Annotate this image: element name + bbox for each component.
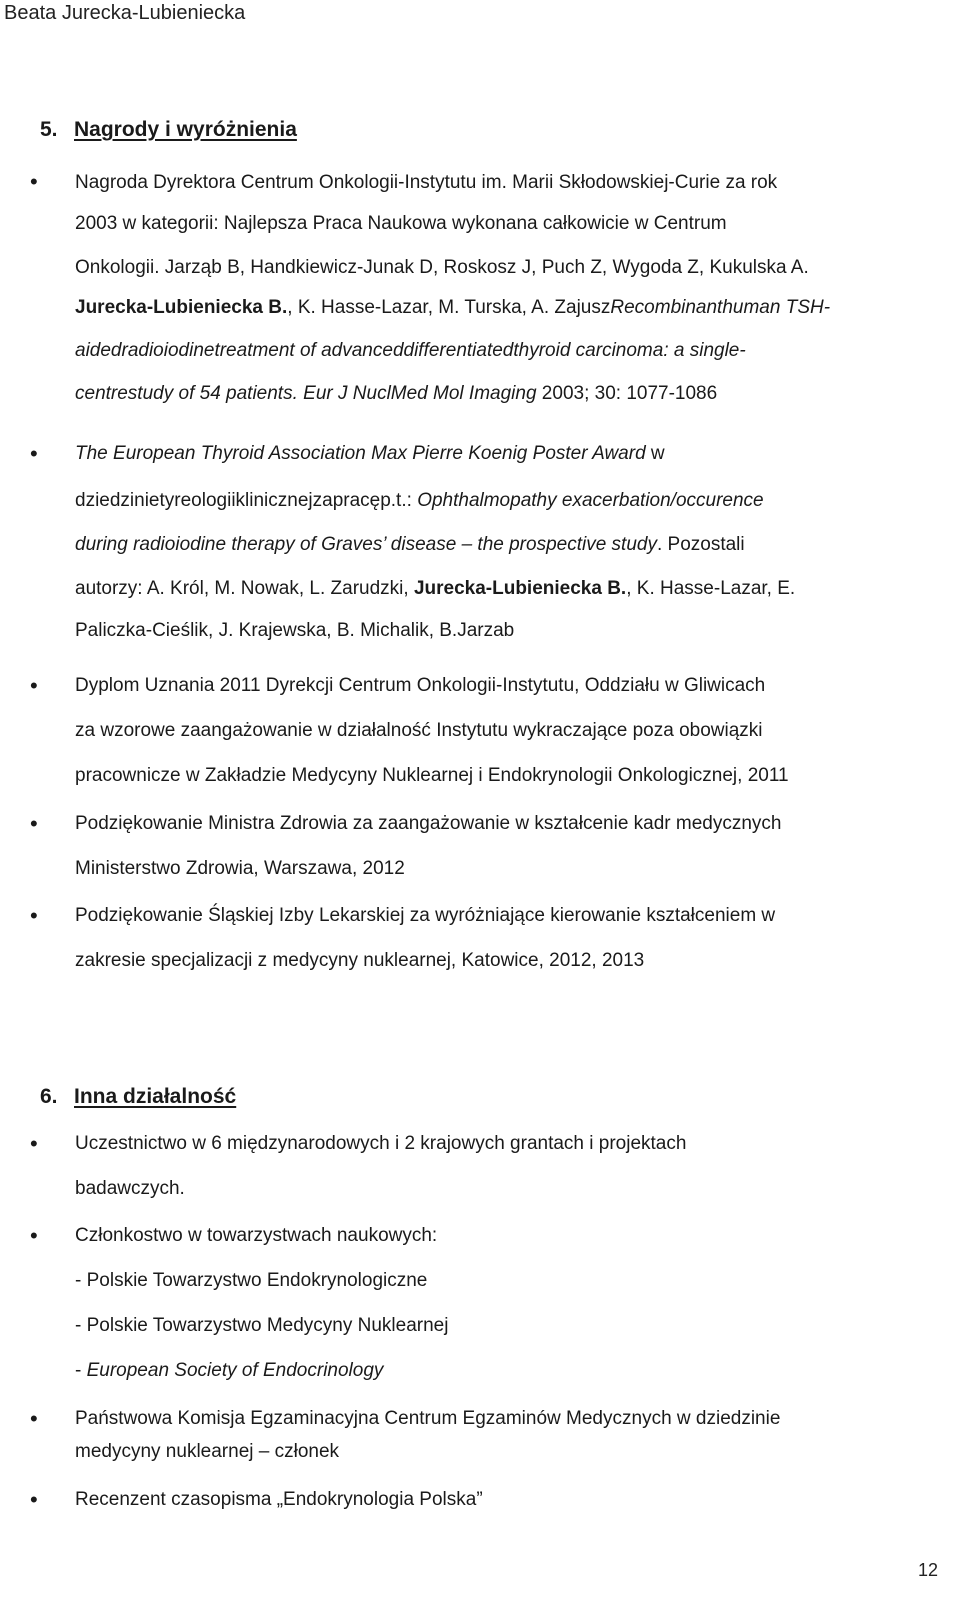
journal-name: Eur J NuclMed Mol Imaging — [297, 383, 537, 404]
text-line: - Polskie Towarzystwo Medycyny Nuklearnej — [75, 1315, 449, 1336]
text-fragment: dziedzinietyreologiiklinicznejzapracęp.t.: — [75, 490, 418, 511]
text-line: Podziękowanie Śląskiej Izby Lekarskiej za wyróżniające kierowanie kształceniem w — [75, 905, 776, 926]
section-title: Nagrody i wyróżnienia — [74, 118, 297, 141]
text-line — [75, 383, 717, 405]
text-fragment: , K. Hasse-Lazar, E. — [626, 578, 796, 599]
text-line: Podziękowanie Ministra Zdrowia za zaangażowanie w kształcenie kadr medycznych — [75, 813, 782, 834]
text-line: Onkologii. Jarząb B, Handkiewicz-Junak D, Roskosz J, Puch Z, Wygoda Z, Kukulska A. — [75, 257, 809, 278]
text-line: aidedradioiodinetreatment of advanceddifferentiatedthyroid carcinoma: a single- — [75, 340, 746, 361]
bullet-icon: • — [30, 811, 38, 836]
bullet-icon: • — [30, 1487, 38, 1512]
text-line: - Polskie Towarzystwo Endokrynologiczne — [75, 1270, 428, 1291]
paper-title: centrestudy of 54 patients. — [75, 383, 298, 404]
poster-title: during radioiodine therapy of Graves’ disease – the prospective study — [75, 534, 657, 555]
text-line: Nagroda Dyrektora Centrum Onkologii-Instytutu im. Marii Skłodowskiej-Curie za rok — [75, 172, 778, 193]
text-line: za wzorowe zaangażowanie w działalność Instytutu wykraczające poza obowiązki — [75, 720, 763, 741]
society-name: European Society of Endocrinology — [86, 1360, 384, 1381]
text-line: Państwowa Komisja Egzaminacyjna Centrum Egzaminów Medycznych w dziedzinie — [75, 1408, 781, 1429]
running-header: Beata Jurecka-Lubieniecka — [4, 2, 246, 24]
author-highlight: Jurecka-Lubieniecka B. — [413, 578, 627, 599]
section-number: 5. — [40, 118, 58, 141]
text-line: Ministerstwo Zdrowia, Warszawa, 2012 — [75, 858, 405, 879]
text-line — [75, 490, 764, 512]
award-name: The European Thyroid Association Max Pierre Koenig Poster Award — [75, 443, 646, 464]
page-number: 12 — [917, 1560, 938, 1580]
section-number: 6. — [40, 1085, 58, 1108]
text-line — [75, 534, 745, 556]
text-line: 2003 w kategorii: Najlepsza Praca Naukowa wykonana całkowicie w Centrum — [75, 213, 727, 234]
text-line — [75, 443, 665, 465]
bullet-icon: • — [30, 169, 38, 194]
bullet-icon: • — [30, 441, 38, 466]
authors-text: , K. Hasse-Lazar, M. Turska, A. Zajusz — [287, 297, 611, 318]
text-fragment: w — [645, 443, 665, 464]
text-line: Paliczka-Cieślik, J. Krajewska, B. Michalik, B.Jarzab — [75, 620, 515, 641]
bullet-icon: • — [30, 673, 38, 698]
citation: 2003; 30: 1077-1086 — [536, 383, 718, 404]
text-line — [75, 1360, 383, 1382]
bullet-icon: • — [30, 1131, 38, 1156]
text-line: Członkostwo w towarzystwach naukowych: — [75, 1225, 438, 1246]
text-line — [75, 297, 830, 319]
text-line: pracownicze w Zakładzie Medycyny Nuklearnej i Endokrynologii Onkologicznej, 2011 — [75, 765, 789, 786]
text-line: zakresie specjalizacji z medycyny nuklearnej, Katowice, 2012, 2013 — [75, 950, 645, 971]
bullet-icon: • — [30, 1406, 38, 1431]
section-heading-5 — [40, 118, 297, 142]
section-heading-6 — [40, 1085, 236, 1109]
bullet-icon: • — [30, 903, 38, 928]
text-line: medycyny nuklearnej – członek — [75, 1441, 340, 1462]
paper-title: Recombinanthuman TSH- — [610, 297, 831, 318]
text-fragment: autorzy: A. Król, M. Nowak, L. Zarudzki, — [75, 578, 414, 599]
text-line: Dyplom Uznania 2011 Dyrekcji Centrum Onkologii-Instytutu, Oddziału w Gliwicach — [75, 675, 766, 696]
text-fragment: - — [75, 1360, 87, 1381]
bullet-icon: • — [30, 1223, 38, 1248]
text-line: badawczych. — [75, 1178, 185, 1199]
author-highlight: Jurecka-Lubieniecka B. — [75, 297, 288, 318]
text-line: Recenzent czasopisma „Endokrynologia Polska” — [75, 1489, 483, 1510]
section-title: Inna działalność — [74, 1085, 237, 1108]
text-line — [75, 578, 795, 600]
text-line: Uczestnictwo w 6 międzynarodowych i 2 krajowych grantach i projektach — [75, 1133, 687, 1154]
text-fragment: . Pozostali — [656, 534, 745, 555]
poster-title: Ophthalmopathy exacerbation/occurence — [417, 490, 764, 511]
